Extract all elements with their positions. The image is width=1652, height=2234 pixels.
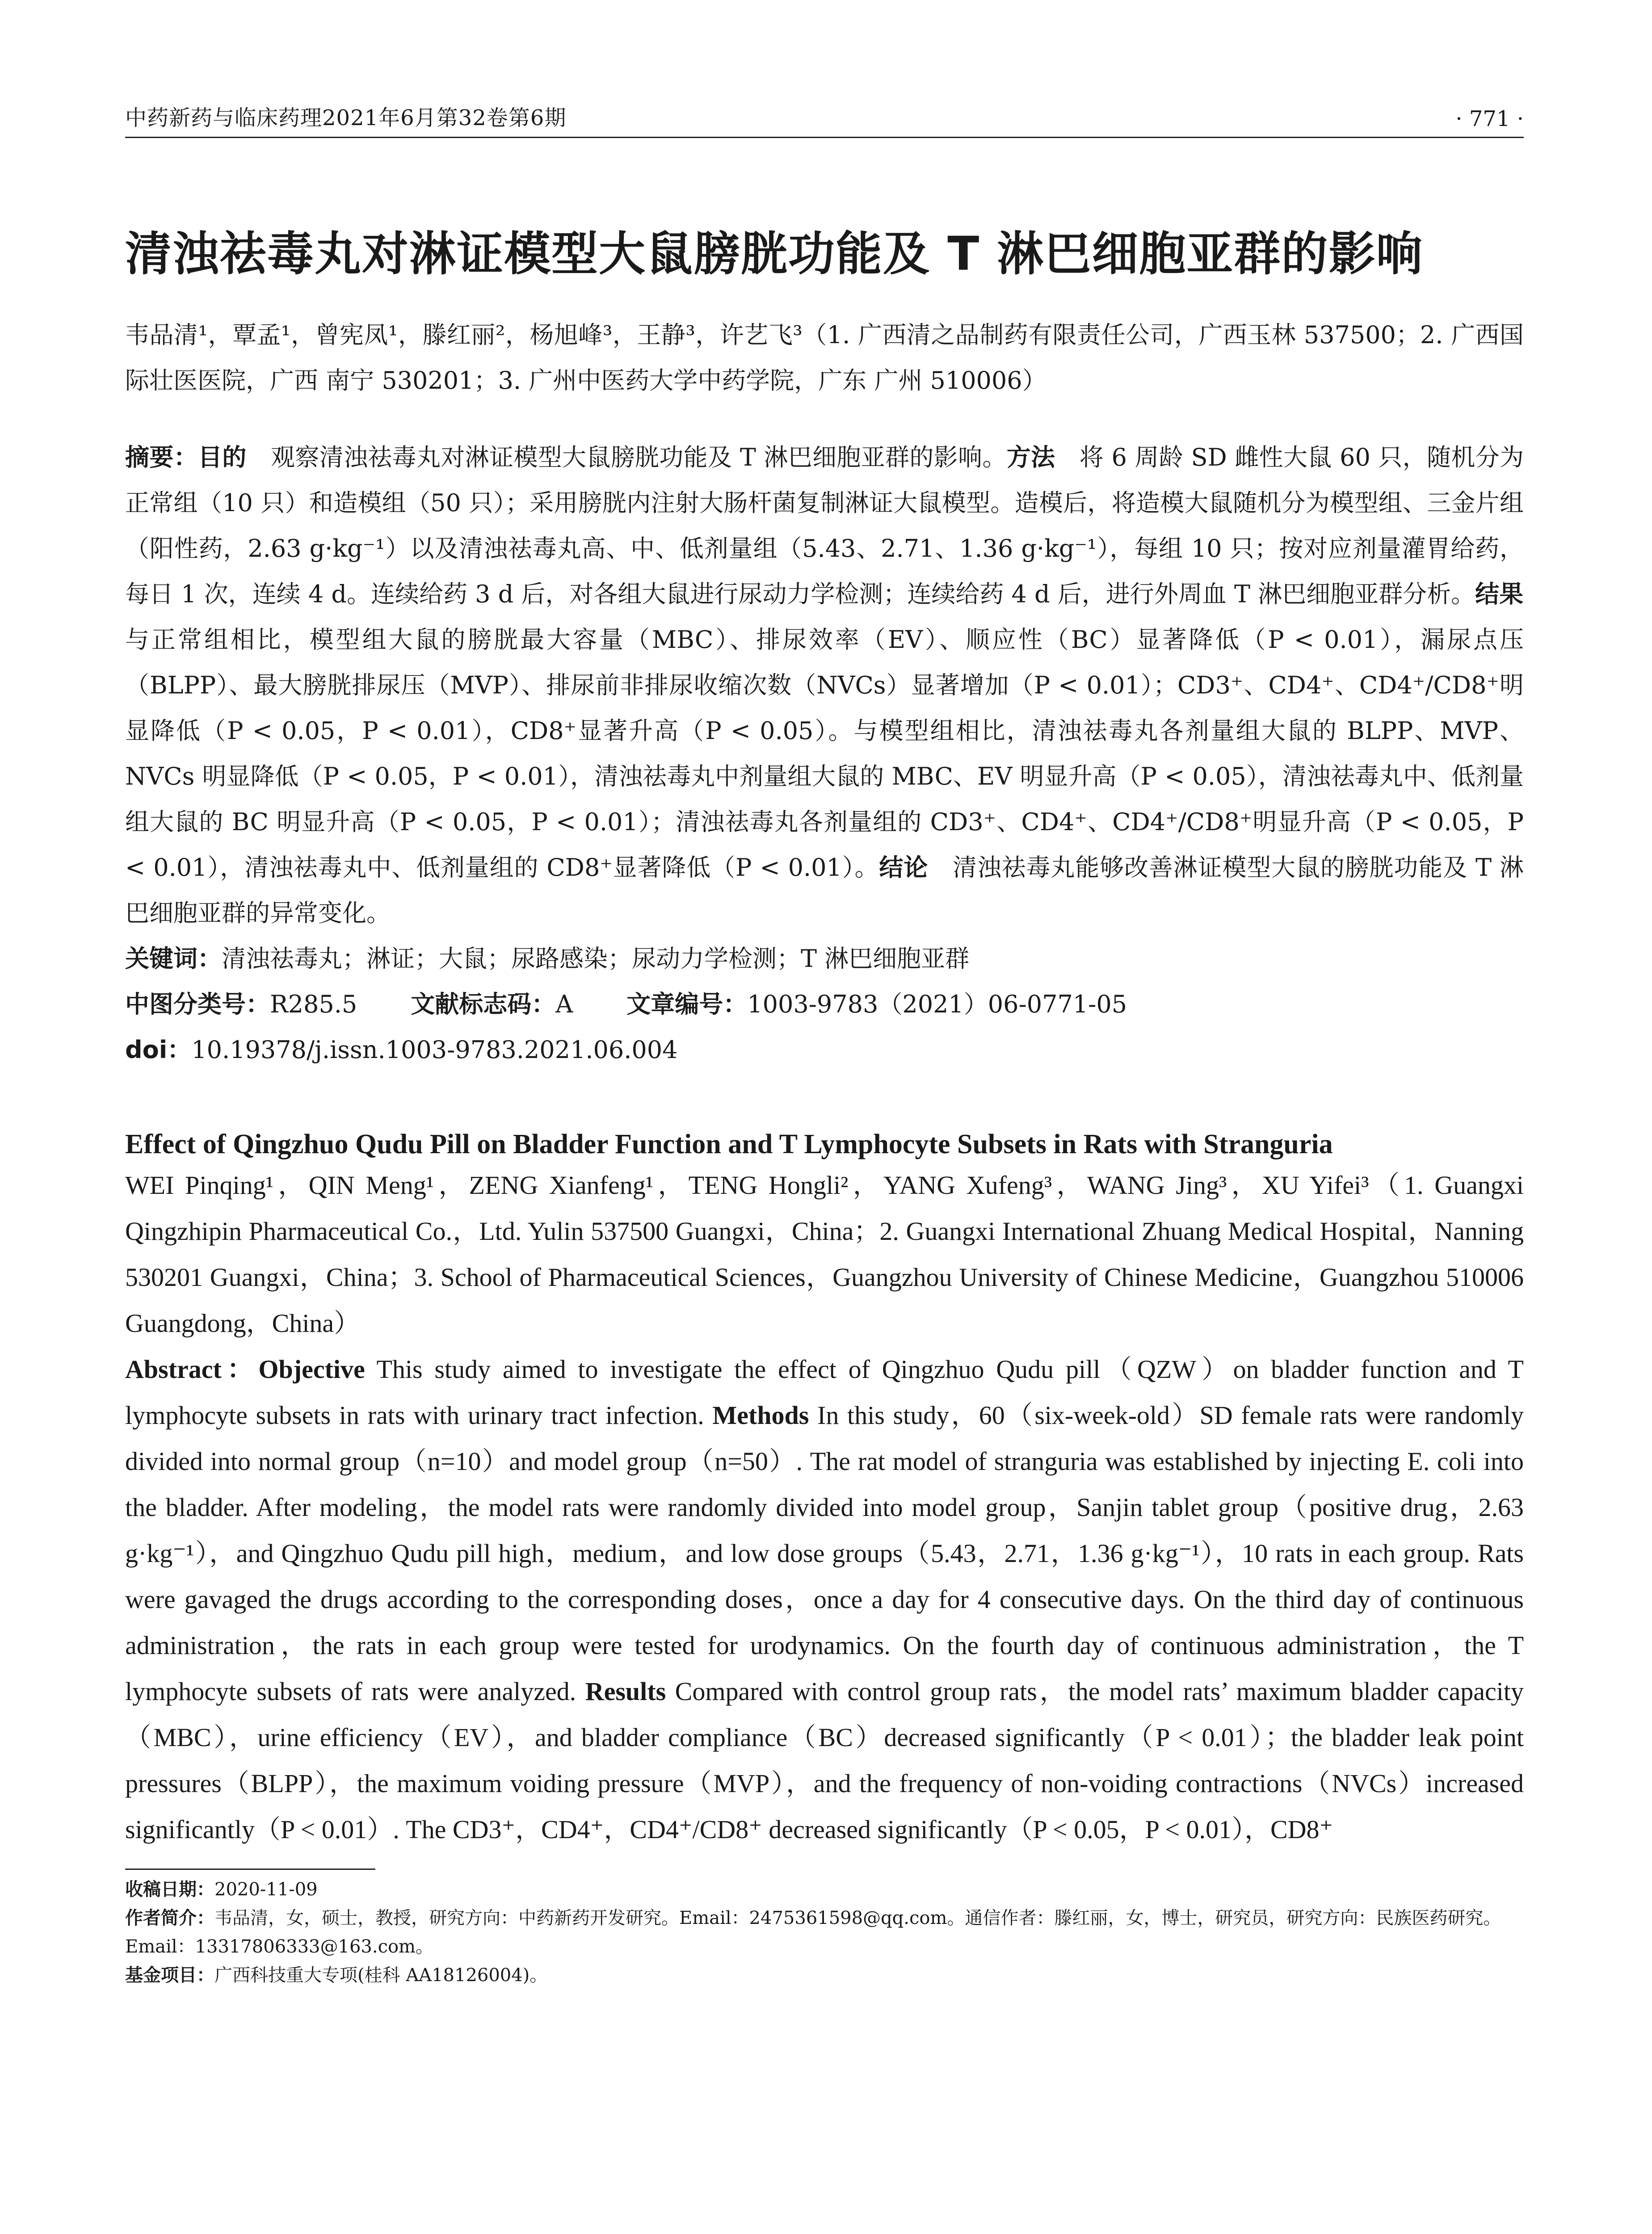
received-date: 收稿日期：2020-11-09 — [125, 1879, 318, 1900]
keywords — [125, 936, 1524, 982]
journal-issue: 中药新药与临床药理2021年6月第32卷第6期 — [125, 105, 567, 130]
article-no-value: 1003-9783（2021）06-0771-05 — [747, 990, 1127, 1018]
paper-page — [125, 101, 1548, 1990]
objective-label: 目的 — [198, 443, 247, 471]
abstract-en — [125, 1346, 1524, 1852]
article-title-en: Effect of Qingzhuo Qudu Pill on Bladder Function and T Lymphocyte Subsets in Rats with Stranguria — [125, 1129, 1333, 1159]
keywords-value: 清浊祛毒丸；淋证；大鼠；尿路感染；尿动力学检测；T 淋巴细胞亚群 — [222, 944, 970, 973]
doc-code-value: A — [555, 990, 573, 1018]
article-title-cn: 清浊祛毒丸对淋证模型大鼠膀胱功能及 T 淋巴细胞亚群的影响 — [125, 227, 1424, 281]
doi-value[interactable]: 10.19378/j.issn.1003-9783.2021.06.004 — [191, 1035, 678, 1064]
clc-value: R285.5 — [270, 990, 357, 1018]
objective-text: 观察清浊祛毒丸对淋证模型大鼠膀胱功能及 T 淋巴细胞亚群的影响。 — [246, 443, 1007, 471]
authors-affiliations-en: WEI Pinqing¹，QIN Meng¹，ZENG Xianfeng¹，TENG Hongli²，YANG Xufeng³，WANG Jing³，XU Yifei³（1. Guangxi Qingzhipin Pharmaceutical Co.，Ltd. Yulin 537500 Guangxi，China；2. Guangxi International Zhuang Medical Hospital，Nanning 530201 Guangxi，China；3. School of Pharmaceutical Sciences，Guangzhou University of Chinese Medicine，Guangzhou 510006 Guangdong，China） — [125, 1171, 1524, 1338]
keywords-label: 关键词： — [125, 944, 222, 973]
author-info: 作者简介：韦品清，女，硕士，教授，研究方向：中药新药开发研究。Email：2475361598@qq.com。通信作者：滕红丽，女，博士，研究员，研究方向：民族医药研究。Email：13317806333@163.com。 — [125, 1908, 1501, 1957]
footnotes — [125, 1875, 1524, 1990]
methods-label: 方法 — [1006, 443, 1055, 471]
running-header — [125, 101, 1524, 138]
classification-line — [125, 982, 1524, 1027]
conclusion-text: 清浊祛毒丸能够改善淋证模型大鼠的膀胱功能及 T 淋巴细胞亚群的异常变化。 — [125, 853, 1524, 927]
methods-en-text: In this study，60（six-week-old）SD female rats were randomly divided into normal group（n=10）and model group（n=50）. The rat model of stranguria was established by injecting E. coli into the bladder. After modeling，the model rats were randomly divided into model group，Sanjin tablet group（positive drug，2.63 g·kg⁻¹），and Qingzhuo Qudu pill high，medium，and low dose groups（5.43，2.71，1.36 g·kg⁻¹），10 rats in each group. Rats were gavaged the drugs according to the corresponding doses，once a day for 4 consecutive days. On the third day of continuous administration，the rats in each group were tested for urodynamics. On the fourth day of continuous administration，the T lymphocyte subsets of rats were analyzed. — [125, 1401, 1524, 1706]
fund-info: 基金项目：广西科技重大专项(桂科 AA18126004)。 — [125, 1965, 548, 1986]
methods-en-label: Methods — [712, 1401, 809, 1430]
results-label: 结果 — [1475, 579, 1524, 608]
abstract-label: 摘要： — [125, 443, 198, 471]
objective-en-label: Objective — [258, 1355, 365, 1384]
objective-en-text: This study aimed to investigate the effect of Qingzhuo Qudu pill（QZW）on bladder function and T lymphocyte subsets in rats with urinary tract infection. — [125, 1355, 1524, 1430]
results-text: 与正常组相比，模型组大鼠的膀胱最大容量（MBC）、排尿效率（EV）、顺应性（BC）显著降低（P < 0.01），漏尿点压（BLPP）、最大膀胱排尿压（MVP）、排尿前非排尿收缩次数（NVCs）显著增加（P < 0.01）；CD3⁺、CD4⁺、CD4⁺/CD8⁺明显降低（P < 0.05，P < 0.01），CD8⁺显著升高（P < 0.05）。与模型组相比，清浊祛毒丸各剂量组大鼠的 BLPP、MVP、NVCs 明显降低（P < 0.05，P < 0.01），清浊祛毒丸中剂量组大鼠的 MBC、EV 明显升高（P < 0.05），清浊祛毒丸中、低剂量组大鼠的 BC 明显升高（P < 0.05，P < 0.01）；清浊祛毒丸各剂量组的 CD3⁺、CD4⁺、CD4⁺/CD8⁺明显升高（P < 0.05，P < 0.01），清浊祛毒丸中、低剂量组的 CD8⁺显著降低（P < 0.01）。 — [125, 579, 1548, 882]
footnote-divider — [125, 1869, 375, 1870]
abstract-en-label: Abstract： — [125, 1355, 259, 1384]
doi-line — [125, 1027, 1524, 1073]
methods-text: 将 6 周龄 SD 雌性大鼠 60 只，随机分为正常组（10 只）和造模组（50 只）；采用膀胱内注射大肠杆菌复制淋证大鼠模型。造模后，将造模大鼠随机分为模型组、三金片组（阳性药，2.63 g·kg⁻¹）以及清浊祛毒丸高、中、低剂量组（5.43、2.71、1.36 g·kg⁻¹），每组 10 只；按对应剂量灌胃给药，每日 1 次，连续 4 d。连续给药 3 d 后，对各组大鼠进行尿动力学检测；连续给药 4 d 后，进行外周血 T 淋巴细胞亚群分析。 — [125, 443, 1524, 608]
conclusion-label: 结论 — [879, 853, 929, 882]
doi-label: doi： — [125, 1035, 192, 1064]
results-en-label: Results — [585, 1677, 666, 1706]
authors-affiliations-cn: 韦品清¹，覃孟¹，曾宪凤¹，滕红丽²，杨旭峰³，王静³，许艺飞³（1. 广西清之品制药有限责任公司，广西玉林 537500；2. 广西国际壮医医院，广西 南宁 530201；3. 广州中医药大学中药学院，广东 广州 510006） — [125, 320, 1524, 395]
doc-code-label: 文献标志码： — [411, 990, 556, 1018]
abstract-cn — [125, 435, 1548, 936]
page-number: · 771 · — [1455, 106, 1524, 131]
results-en-text: Compared with control group rats，the model rats’ maximum bladder capacity（MBC），urine efficiency（EV），and bladder compliance（BC）decreased significantly（P < 0.01）；the bladder leak point pressures（BLPP），the maximum voiding pressure（MVP），and the frequency of non-voiding contractions（NVCs）increased significantly（P < 0.01）. The CD3⁺，CD4⁺，CD4⁺/CD8⁺ decreased significantly（P < 0.05，P < 0.01），CD8⁺ — [125, 1677, 1524, 1844]
article-no-label: 文章编号： — [626, 990, 748, 1018]
clc-label: 中图分类号： — [125, 990, 270, 1018]
